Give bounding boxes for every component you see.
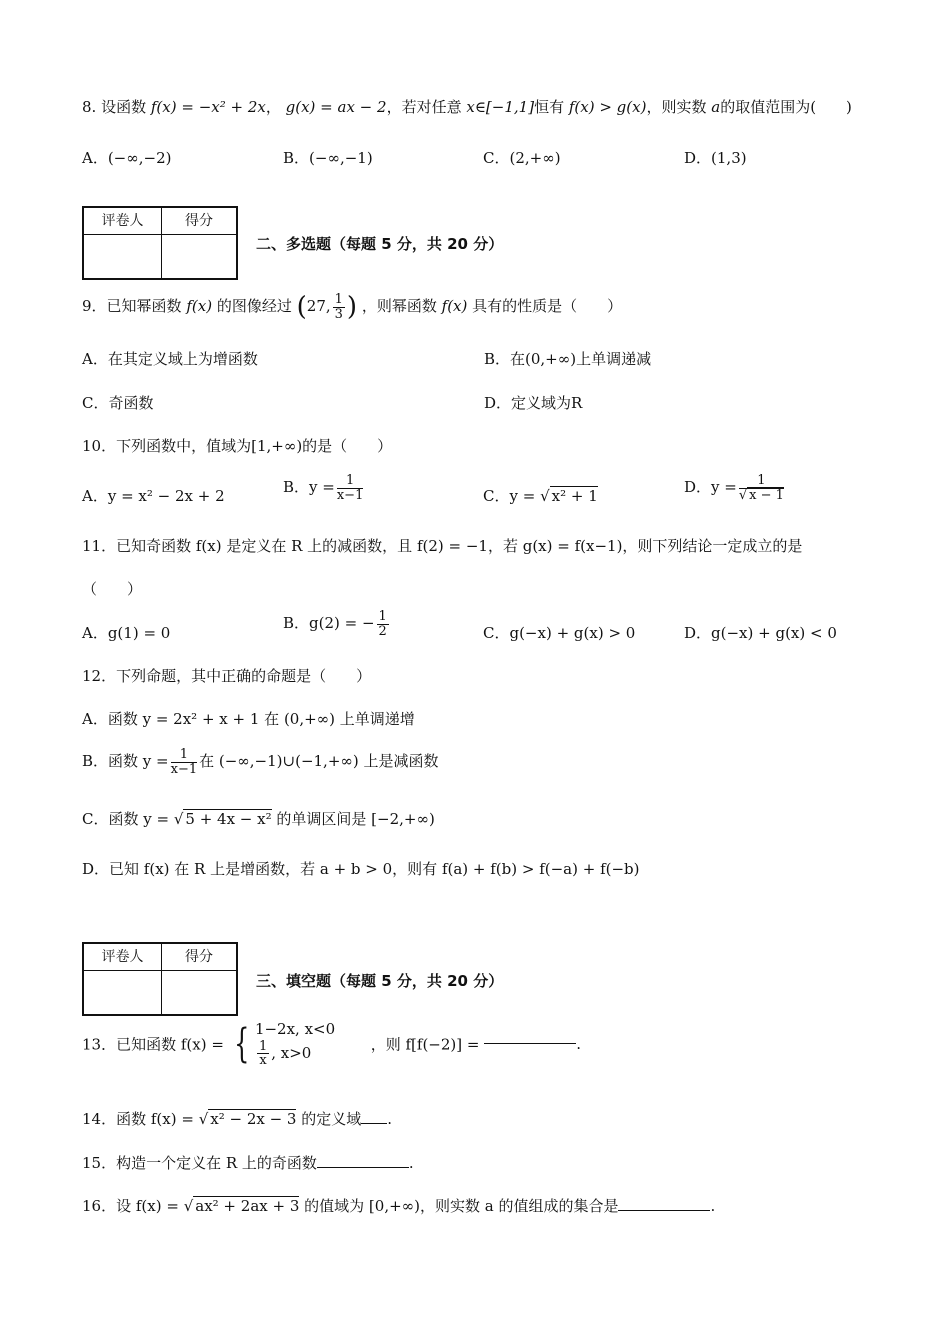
- question-15-stem: 15．构造一个定义在 R 上的奇函数 .: [82, 1154, 414, 1172]
- q11-option-b: B．g(2) = − $\frac{1}{2}$: [283, 609, 387, 639]
- q9-option-b: B．在(0,+∞)上单调递减: [484, 350, 652, 368]
- question-12-stem: 12．下列命题，其中正确的命题是（ ）: [82, 667, 372, 685]
- q8-option-c: C．(2,+∞): [483, 149, 561, 167]
- grader-table-2: [82, 942, 238, 1016]
- q8-option-d: D．(1,3): [684, 149, 747, 167]
- grader-header-reviewer: 评卷人: [84, 944, 162, 971]
- question-16-stem: 16．设 f(x) = √ ax² + 2ax + 3 的值域为 [0,+∞)，则实数 a 的值组成的集合是 .: [82, 1197, 716, 1215]
- q11-option-c: C．g(−x) + g(x) > 0: [483, 624, 636, 642]
- grader-divider: [161, 970, 162, 1014]
- section-3-title: 三、填空题（每题 5 分，共 20 分）: [256, 972, 504, 990]
- q12-option-a: A．函数 y = 2x² + x + 1 在 (0,+∞) 上单调递增: [82, 710, 415, 728]
- q9-option-a: A．在其定义域上为增函数: [82, 350, 258, 368]
- section-2-title: 二、多选题（每题 5 分，共 20 分）: [256, 235, 504, 253]
- q11-option-a: A．g(1) = 0: [82, 624, 171, 642]
- q12-option-b: B．函数 y = $\frac{1}{x-1}$ 在 (−∞,−1)∪(−1,+∞) 上是减函数: [82, 747, 439, 777]
- q9-option-c: C．奇函数: [82, 394, 154, 412]
- piecewise-cases: 1−2x, x<0 $\frac{1}{x}$ , x>0: [254, 1020, 336, 1069]
- q10-option-c: C．y = √ x² + 1: [483, 487, 598, 505]
- piecewise-brace: {: [233, 1020, 250, 1067]
- q10-option-b: B．y = $\frac{1}{x-1}$: [283, 473, 364, 503]
- question-11-stem: 11．已知奇函数 f(x) 是定义在 R 上的减函数，且 f(2) = −1，若 g(x) = f(x−1)，则下列结论一定成立的是: [82, 537, 803, 555]
- q8-option-a: A．(−∞,−2): [82, 149, 172, 167]
- answer-blank-16[interactable]: [618, 1210, 710, 1211]
- answer-blank-14[interactable]: [361, 1123, 387, 1124]
- grader-header-score: 得分: [162, 944, 236, 971]
- q12-option-d: D．已知 f(x) 在 R 上是增函数，若 a + b > 0，则有 f(a) + f(b) > f(−a) + f(−b): [82, 860, 640, 878]
- grader-header-reviewer: 评卷人: [84, 208, 162, 235]
- grader-table: [82, 206, 238, 280]
- q11-option-d: D．g(−x) + g(x) < 0: [684, 624, 837, 642]
- question-8-stem: 8. 设函数 f(x) = −x² + 2x， g(x) = ax − 2，若对任意 x∈[−1,1]恒有 f(x) > g(x)，则实数 a的取值范围为( ): [82, 98, 852, 116]
- q8-g-definition: g(x) = ax − 2: [285, 98, 387, 116]
- grader-divider: [161, 234, 162, 278]
- question-11-paren: （ ）: [82, 580, 143, 598]
- grader-header-score: 得分: [162, 208, 236, 235]
- answer-blank-13[interactable]: [484, 1043, 576, 1044]
- q10-option-a: A．y = x² − 2x + 2: [82, 487, 225, 505]
- q10-option-d: D．y = $\frac{1}{√ x - 1}$: [684, 473, 784, 503]
- question-13-stem: 13．已知函数 f(x) = { 1−2x, x<0 $\frac{1}{x}$ , x>0 ，则 f[f(−2)] = .: [82, 1020, 582, 1069]
- answer-blank-15[interactable]: [317, 1167, 409, 1168]
- q12-option-c: C．函数 y = √ 5 + 4x − x² 的单调区间是 [−2,+∞): [82, 810, 435, 828]
- q8-option-b: B．(−∞,−1): [283, 149, 373, 167]
- q9-option-d: D．定义域为R: [484, 394, 583, 412]
- question-10-stem: 10．下列函数中，值域为[1,+∞)的是（ ）: [82, 437, 393, 455]
- question-14-stem: 14．函数 f(x) = √ x² − 2x − 3 的定义域 .: [82, 1110, 393, 1128]
- q9-point-fraction: $\frac{1}{3}$: [334, 291, 343, 322]
- q8-f-definition: f(x) = −x² + 2x: [150, 98, 266, 116]
- question-9-stem: 9．已知幂函数 f(x) 的图像经过 (27, $\frac{1}{3}$ ) ，则幂函数 f(x) 具有的性质是（ ）: [82, 291, 623, 322]
